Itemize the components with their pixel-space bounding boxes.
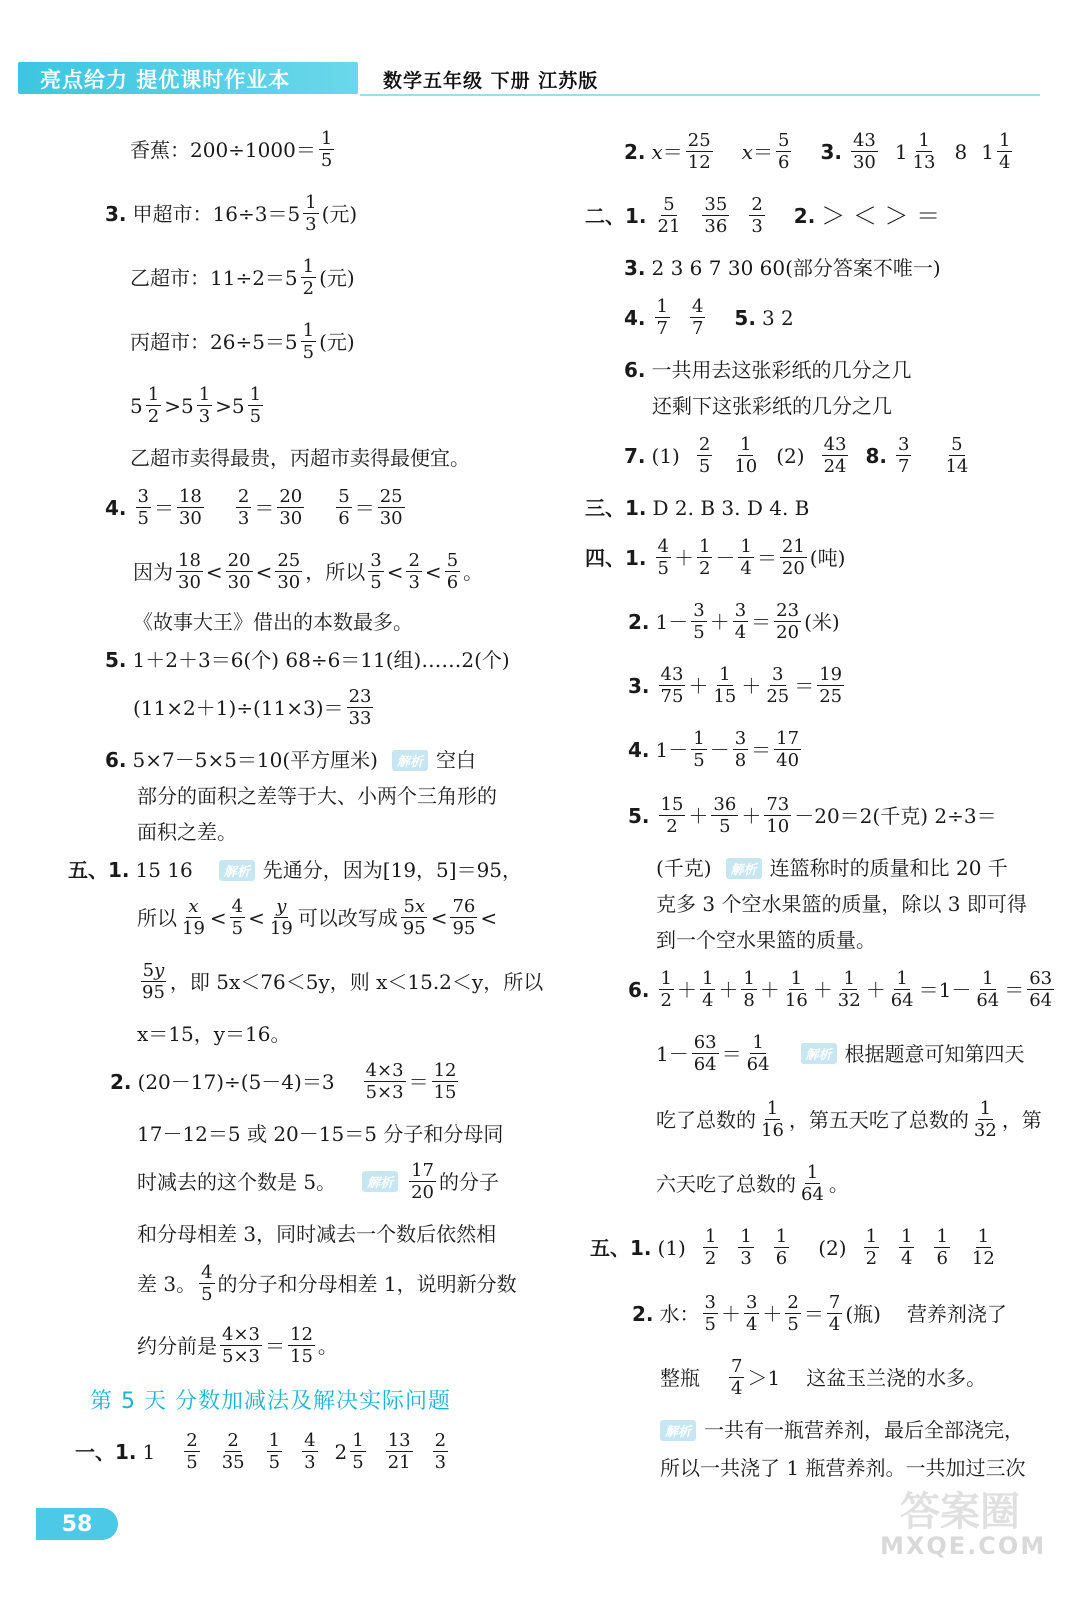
r-s5-q2-line2: 整瓶 $\frac{7}{4}$ ＞1 这盆玉兰浇的水多。: [660, 1356, 987, 1399]
watermark-logo: 答案圈: [900, 1489, 1020, 1535]
s2-q1-line: 二、1. $\frac{5}{21}$ $\frac{35}{36}$ $\frac{2}{3}$ 2. ＞ ＜ ＞ ＝: [585, 194, 941, 237]
s5-q2-line1: 2. (20－17)÷(5－4)＝3 $\frac{4\times 3}{5\times 3}$ ＝ $\frac{12}{15}$: [110, 1060, 457, 1103]
s4-q5-line2: (千克) 解析 连篮称时的质量和比 20 千: [656, 856, 1008, 880]
s4-q5-line3: 克多 3 个空水果篮的质量，除以 3 即可得: [656, 892, 1027, 916]
s4-q6-line4: 六天吃了总数的 $\frac{1}{64}$ 。: [656, 1162, 849, 1205]
q3-conclusion: 乙超市卖得最贵，丙超市卖得最便宜。: [130, 446, 470, 470]
s2-q4-line: 4. $\frac{1}{7}$ $\frac{4}{7}$ 5. 3 2: [624, 296, 794, 339]
r-s5-q2-line4: 所以一共浇了 1 瓶营养剂。一共加过三次: [660, 1456, 1026, 1480]
s2-q6-line2: 还剩下这张彩纸的几分之几: [652, 394, 892, 418]
q6-line3: 面积之差。: [137, 820, 237, 844]
s5-q1-line4: x＝15，y＝16。: [137, 1022, 291, 1046]
s5-q1-line3: $\frac{5y}{95}$ ，即 5x＜76＜5y，则 x＜15.2＜y，所以: [142, 960, 544, 1003]
r-s5-q2-line1: 2. 水： $\frac{3}{5}$ ＋ $\frac{3}{4}$ ＋ $\frac{2}{5}$ ＝ $\frac{7}{4}$ (瓶) 营养剂浇了: [632, 1292, 1007, 1335]
s5-q1-line1: 五、1. 15 16 解析 先通分，因为[19，5]＝95，: [68, 858, 523, 882]
s5-q2-line3: 时减去的这个数是 5。 解析 $\frac{17}{20}$ 的分子: [137, 1160, 500, 1203]
s2-q7-line: 7. (1) $\frac{2}{5}$ $\frac{1}{10}$ (2) $\frac{43}{24}$ 8. $\frac{3}{7}$ $\frac{5}{14}$: [624, 434, 969, 477]
book-brand: 亮点给力 提优课时作业本: [40, 68, 291, 92]
q4-because-line: 因为 $\frac{18}{30}$ < $\frac{20}{30}$ < $\frac{25}{30}$ ，所以 $\frac{3}{5}$ < $\frac{2}{3}$ < $\frac{5}{6}$ 。: [133, 550, 484, 593]
day5-section-title: 第 5 天 分数加减法及解决实际问题: [90, 1389, 451, 1414]
q3-bing-line: 丙超市：26÷5＝5 $\frac{1}{5}$ (元): [130, 320, 355, 363]
q4-line: 4. $\frac{3}{5}$ ＝ $\frac{18}{30}$ $\frac{2}{3}$ ＝ $\frac{20}{30}$ $\frac{5}{6}$ ＝ $\frac{25}{30}$: [105, 486, 403, 529]
s4-q5-line1: 5. $\frac{15}{2}$ ＋ $\frac{36}{5}$ ＋ $\frac{73}{10}$ －20＝2(千克) 2÷3＝: [628, 794, 997, 837]
q3-yi-line: 乙超市：11÷2＝5 $\frac{1}{2}$ (元): [130, 256, 355, 299]
header-rule: [360, 94, 1040, 96]
r-q2-line: 2. x ＝ $\frac{25}{12}$ x ＝ $\frac{5}{6}$ 3. $\frac{43}{30}$ 1 $\frac{1}{13}$ 8 1 $\frac{1}{4}$: [624, 130, 1011, 173]
q6-line2: 部分的面积之差等于大、小两个三角形的: [137, 784, 497, 808]
r-s5-q1-line: 五、1. (1) $\frac{1}{2}$ $\frac{1}{3}$ $\frac{1}{6}$ (2) $\frac{1}{2}$ $\frac{1}{4}$ $\frac{1}{6}$ $\frac{1}{12}$: [590, 1226, 995, 1269]
s4-q1-line: 四、1. $\frac{4}{5}$ ＋ $\frac{1}{2}$ － $\frac{1}{4}$ ＝ $\frac{21}{20}$ (吨): [585, 536, 846, 579]
s5-q2-line2: 17－12＝5 或 20－15＝5 分子和分母同: [137, 1122, 504, 1146]
s3-line: 三、1. D 2. B 3. D 4. B: [585, 496, 810, 520]
watermark-url: MXQE.COM: [880, 1532, 1047, 1560]
q4-conclusion: 《故事大王》借出的本数最多。: [133, 610, 413, 634]
book-subtitle: 数学五年级 下册 江苏版: [383, 70, 599, 92]
q6-line1: 6. 5×7－5×5＝10(平方厘米) 解析 空白: [105, 748, 476, 772]
page-number: 58: [36, 1508, 118, 1540]
s4-q6-line3: 吃了总数的 $\frac{1}{16}$ ，第五天吃了总数的 $\frac{1}{32}$ ，第: [656, 1098, 1042, 1141]
q5-line1: 5. 1＋2＋3＝6(个) 68÷6＝11(组)……2(个): [105, 648, 510, 672]
q3-jia-line: 3. 甲超市：16÷3＝5 $\frac{1}{3}$ (元): [105, 192, 358, 235]
s4-q6-line2: 1－ $\frac{63}{64}$ ＝ $\frac{1}{64}$ 解析 根据题意可知第四天: [656, 1032, 1025, 1075]
s2-q6-line1: 6. 一共用去这张彩纸的几分之几: [624, 358, 912, 382]
s1-q1-line: 一、1. 1 $\frac{2}{5}$ $\frac{2}{35}$ $\frac{1}{5}$ $\frac{4}{3}$ 2 $\frac{1}{5}$ $\frac{13}{21}$ $\frac{2}{3}$: [75, 1430, 447, 1473]
banana-line: 香蕉：200÷1000＝ $\frac{1}{5}$: [130, 128, 333, 171]
q3-compare-line: 5 $\frac{1}{2}$ > 5 $\frac{1}{3}$ > 5 $\frac{1}{5}$: [130, 384, 262, 427]
s4-q6-line1: 6. $\frac{1}{2}$ ＋ $\frac{1}{4}$ ＋ $\frac{1}{8}$ ＋ $\frac{1}{16}$ ＋ $\frac{1}{32}$ ＋ $\frac{1}{64}$ ＝1－ $\frac{1}{64}$ ＝ $\frac{63}{64}$: [628, 968, 1053, 1011]
s5-q2-line6: 约分前是 $\frac{4\times 3}{5\times 3}$ ＝ $\frac{12}{15}$ 。: [137, 1324, 338, 1367]
s2-q3-line: 3. 2 3 6 7 30 60(部分答案不唯一): [624, 256, 941, 280]
s4-q4-line: 4. 1－ $\frac{1}{5}$ － $\frac{3}{8}$ ＝ $\frac{17}{40}$: [628, 728, 800, 771]
s5-q1-line2: 所以 $\frac{x}{19}$ < $\frac{4}{5}$ < $\frac{y}{19}$ 可以改写成 $\frac{5x}{95}$ < $\frac{76}{95}$ <: [137, 896, 498, 939]
s5-q2-line4: 和分母相差 3，同时减去一个数后依然相: [137, 1222, 497, 1246]
s4-q5-line4: 到一个空水果篮的质量。: [656, 928, 876, 952]
s4-q2-line: 2. 1－ $\frac{3}{5}$ ＋ $\frac{3}{4}$ ＝ $\frac{23}{20}$ (米): [628, 600, 840, 643]
s4-q3-line: 3. $\frac{43}{75}$ ＋ $\frac{1}{15}$ ＋ $\frac{3}{25}$ ＝ $\frac{19}{25}$: [628, 664, 843, 707]
q5-line2: (11×2＋1)÷(11×3)＝ $\frac{23}{33}$: [133, 686, 372, 729]
s5-q2-line5: 差 3。 $\frac{4}{5}$ 的分子和分母相差 1，说明新分数: [137, 1262, 517, 1305]
r-s5-q2-line3: 解析 一共有一瓶营养剂，最后全部浇完，: [660, 1418, 1024, 1442]
